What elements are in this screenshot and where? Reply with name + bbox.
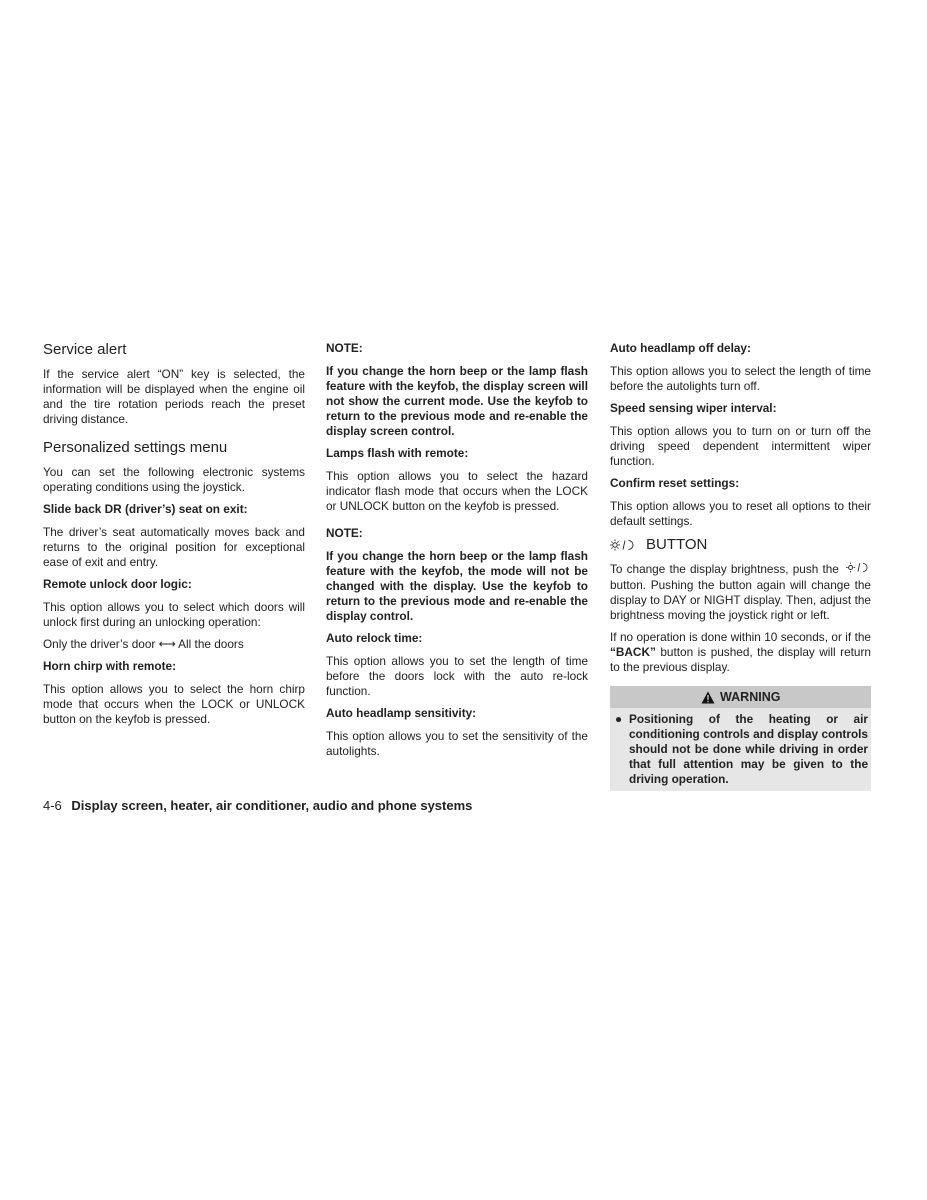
personalized-settings-text: You can set the following electronic systems operating conditions using the joystick. xyxy=(43,465,305,494)
lamps-flash-heading: Lamps flash with remote: xyxy=(326,446,469,460)
speed-wiper-heading: Speed sensing wiper interval: xyxy=(610,401,777,415)
service-alert-title: Service alert xyxy=(43,341,127,358)
warning-header xyxy=(610,686,871,708)
warning-triangle-icon xyxy=(701,690,720,704)
horn-chirp-text: This option allows you to select the horn chirp mode that occurs when the LOCK or UNLOCK button on the keyfob is pressed. xyxy=(43,682,305,726)
lamps-flash-text: This option allows you to select the hazard indicator flash mode that occurs when the LOCK or UNLOCK button on the keyfob is pressed. xyxy=(326,469,588,513)
speed-wiper-text: This option allows you to turn on or turn off the driving speed dependent intermittent wiper function. xyxy=(610,424,871,468)
slide-back-heading: Slide back DR (driver’s) seat on exit: xyxy=(43,502,248,516)
remote-unlock-text: This option allows you to select which doors will unlock first during an unlocking operation: xyxy=(43,600,305,629)
chapter-title: Display screen, heater, air conditioner, audio and phone systems xyxy=(71,798,473,813)
remote-unlock-options: Only the driver’s door ⟷ All the doors xyxy=(43,637,244,651)
confirm-reset-heading: Confirm reset settings: xyxy=(610,476,740,490)
confirm-reset-text: This option allows you to reset all options to their default settings. xyxy=(610,499,871,528)
auto-headlamp-off-heading: Auto headlamp off delay: xyxy=(610,341,751,355)
horn-chirp-heading: Horn chirp with remote: xyxy=(43,659,177,673)
column-right xyxy=(610,341,871,791)
column-middle xyxy=(326,341,588,766)
auto-headlamp-sensitivity-text: This option allows you to set the sensitivity of the autolights. xyxy=(326,729,588,758)
warning-box xyxy=(610,686,871,791)
timeout-text: If no operation is done within 10 seconds, or if the “BACK” button is pushed, the display will return to the previous display. xyxy=(610,630,871,674)
back-label: “BACK” xyxy=(610,645,656,659)
page-number: 4-6 xyxy=(43,798,62,813)
button-title-text: BUTTON xyxy=(646,536,708,553)
personalized-settings-title: Personalized settings menu xyxy=(43,439,228,456)
bullet-icon: ● xyxy=(615,712,623,726)
note-text-2: If you change the horn beep or the lamp flash feature with the keyfob, the mode will not be changed with the display. Use the keyfob to return to the previous mode and re-enable the display control. xyxy=(326,549,588,623)
auto-relock-text: This option allows you to set the length of time before the doors lock with the auto re-lock function. xyxy=(326,654,588,698)
sun-moon-icon xyxy=(610,539,634,551)
column-left xyxy=(43,341,305,734)
warning-label: WARNING xyxy=(720,690,781,704)
auto-headlamp-off-text: This option allows you to select the length of time before the autolights turn off. xyxy=(610,364,871,393)
note-text: If you change the horn beep or the lamp flash feature with the keyfob, the display screen will not show the current mode. Use the keyfob to return to the previous mode and re-enable the display screen control. xyxy=(326,364,588,438)
brightness-text: To change the display brightness, push the button. Pushing the button again will change the display to DAY or NIGHT display. Then, adjust the brightness moving the joystick right or left. xyxy=(610,562,871,622)
sun-moon-icon-inline xyxy=(843,562,871,578)
note-label: NOTE: xyxy=(326,341,363,355)
remote-unlock-heading: Remote unlock door logic: xyxy=(43,577,192,591)
note-label-2: NOTE: xyxy=(326,526,363,540)
day-night-button-title xyxy=(610,536,871,554)
service-alert-text: If the service alert “ON” key is selected, the information will be displayed when the engine oil and the tire rotation periods reach the preset driving distance. xyxy=(43,367,305,426)
warning-text: Positioning of the heating or air conditioning controls and display controls should not be done while driving in order that full attention may be given to the driving operation. xyxy=(629,712,868,786)
slide-back-text: The driver’s seat automatically moves back and returns to the original position for exceptional ease of exit and entry. xyxy=(43,525,305,569)
auto-relock-heading: Auto relock time: xyxy=(326,631,423,645)
auto-headlamp-sensitivity-heading: Auto headlamp sensitivity: xyxy=(326,706,477,720)
page-footer xyxy=(43,798,472,813)
warning-body xyxy=(610,708,871,791)
